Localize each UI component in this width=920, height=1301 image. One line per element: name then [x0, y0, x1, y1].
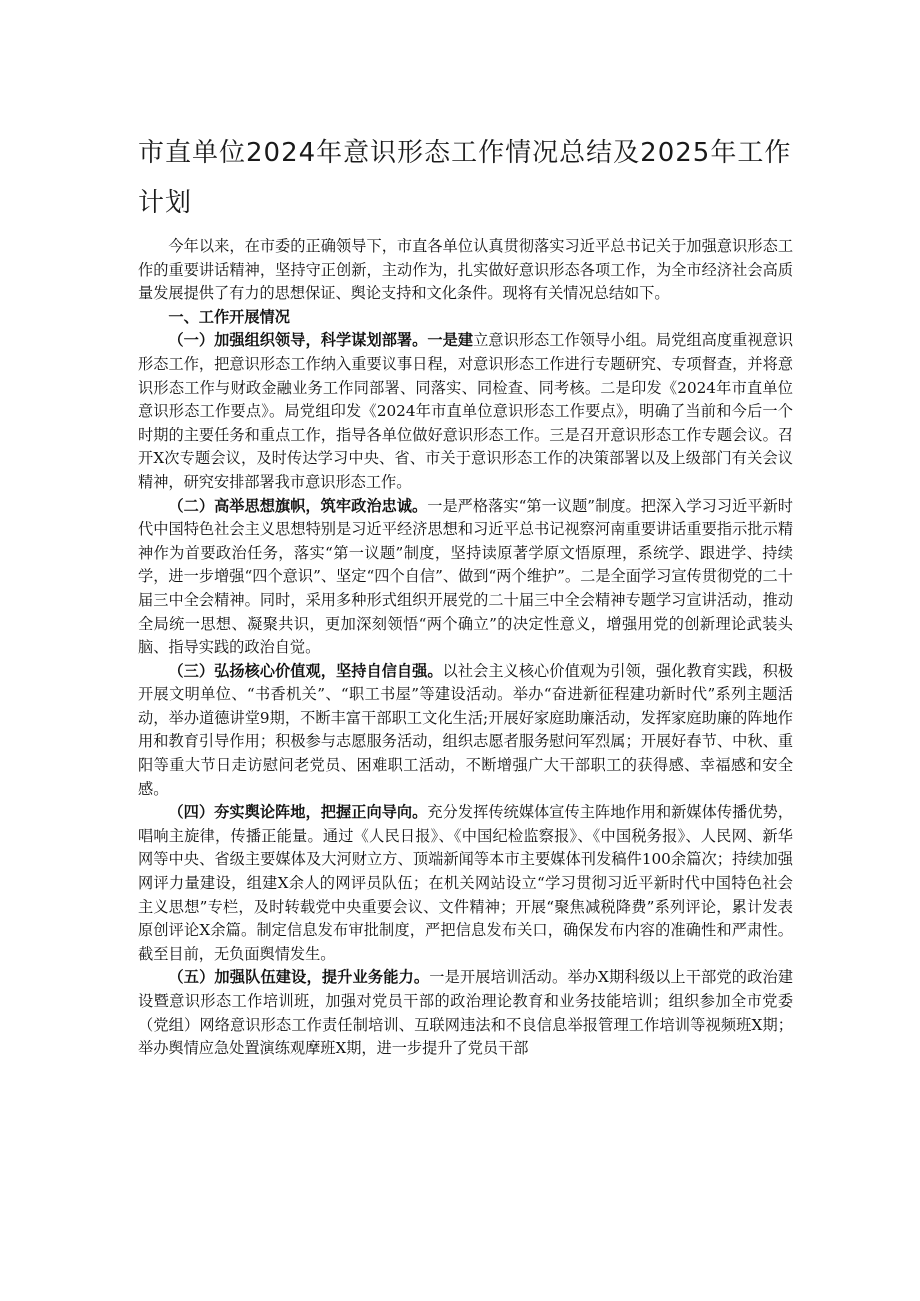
- item-paragraph-4: [138, 801, 793, 966]
- item-paragraph-1: [138, 329, 793, 494]
- item-lead: （二）高举思想旗帜，筑牢政治忠诚。: [168, 496, 428, 515]
- item-lead: （一）加强组织领导，科学谋划部署。一是建: [168, 331, 474, 350]
- intro-paragraph: 今年以来，在市委的正确领导下，市直各单位认真贯彻落实习近平总书记关于加强意识形态工作的重要讲话精神，坚持守正创新，主动作为，扎实做好意识形态各项工作，为全市经济社会高质量发展提供了有力的思想保证、舆论支持和文化条件。现将有关情况总结如下。: [138, 237, 793, 303]
- document-body: [138, 235, 793, 1061]
- item-paragraph-2: [138, 495, 793, 660]
- item-lead: （四）夯实舆论阵地，把握正向导向。: [168, 803, 428, 822]
- section-heading: 一、工作开展情况: [168, 307, 290, 326]
- item-lead: （三）弘扬核心价值观，坚持自信自强。: [168, 661, 443, 680]
- item-paragraph-3: [138, 660, 793, 802]
- item-text: 立意识形态工作领导小组。局党组高度重视意识形态工作，把意识形态工作纳入重要议事日程，对意识形态工作进行专题研究、专项督查，并将意识形态工作与财政金融业务工作同部署、同落实、同检查、同考核。二是印发《2024年市直单位意识形态工作要点》。局党组印发《2024年市直单位意识形态工作要点》，明确了当前和今后一个时期的主要任务和重点工作，指导各单位做好意识形态工作。三是召开意识形态工作专题会议。召开X次专题会议，及时传达学习中央、省、市关于意识形态工作的决策部署以及上级部门有关会议精神，研究安排部署我市意识形态工作。: [138, 331, 794, 491]
- item-text: 以社会主义核心价值观为引领，强化教育实践，积极开展文明单位、“书香机关”、“职工书屋”等建设活动。举办“奋进新征程建功新时代”系列主题活动，举办道德讲堂9期，不断丰富干部职工文化生活;开展好家庭助廉活动，发挥家庭助廉的阵地作用和教育引导作用；积极参与志愿服务活动，组织志愿者服务慰问军烈属；开展好春节、中秋、重阳等重大节日走访慰问老党员、困难职工活动，不断增强广大干部职工的获得感、幸福感和安全感。: [138, 661, 794, 798]
- item-lead: （五）加强队伍建设，提升业务能力。: [168, 968, 430, 987]
- item-text: 充分发挥传统媒体宣传主阵地作用和新媒体传播优势，唱响主旋律，传播正能量。通过《人民日报》、《中国纪检监察报》、《中国税务报》、人民网、新华网等中央、省级主要媒体及大河财立方、顶端新闻等本市主要媒体刊发稿件100余篇次；持续加强网评力量建设，组建X余人的网评员队伍；在机关网站设立“学习贯彻习近平新时代中国特色社会主义思想”专栏，及时转载党中央重要会议、文件精神；开展“聚焦减税降费”系列评论，累计发表原创评论X余篇。制定信息发布审批制度，严把信息发布关口，确保发布内容的准确性和严肃性。截至目前，无负面舆情发生。: [138, 803, 794, 963]
- item-paragraph-5: [138, 966, 793, 1060]
- item-text: 一是严格落实“第一议题”制度。把深入学习习近平新时代中国特色社会主义思想特别是习近平经济思想和习近平总书记视察河南重要讲话重要指示批示精神作为首要政治任务，落实“第一议题”制度，坚持读原著学原文悟原理，系统学、跟进学、持续学，进一步增强“四个意识”、坚定“四个自信”、做到“两个维护”。二是全面学习宣传贯彻党的二十届三中全会精神。同时，采用多种形式组织开展党的二十届三中全会精神专题学习宣讲活动，推动全局统一思想、凝聚共识，更加深刻领悟“两个确立”的决定性意义，增强用党的创新理论武装头脑、指导实践的政治自觉。: [138, 496, 793, 657]
- item-text: 一是开展培训活动。举办X期科级以上干部党的政治建设暨意识形态工作培训班，加强对党员干部的政治理论教育和业务技能培训；组织参加全市党委（党组）网络意识形态工作责任制培训、互联网违法和不良信息举报管理工作培训等视频班X期；举办舆情应急处置演练观摩班X期，进一步提升了党员干部: [138, 968, 794, 1058]
- document-title: 市直单位2024年意识形态工作情况总结及2025年工作计划: [138, 138, 792, 218]
